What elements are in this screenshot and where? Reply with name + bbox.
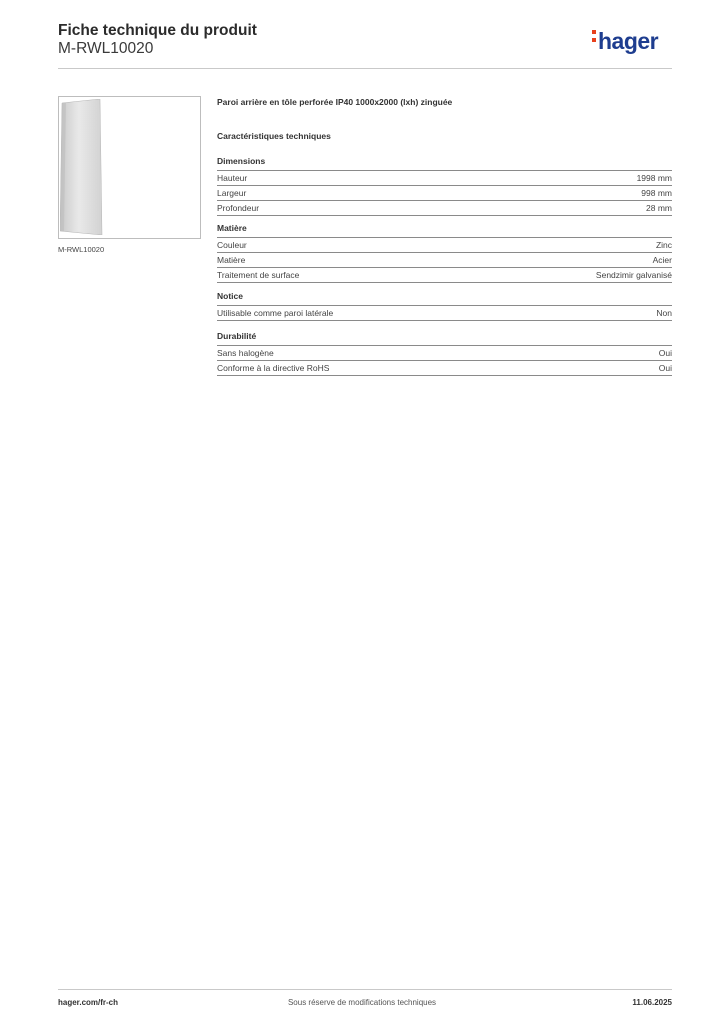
- spec-label: Utilisable comme paroi latérale: [217, 308, 334, 318]
- footer-divider: [58, 989, 672, 990]
- spec-label: Conforme à la directive RoHS: [217, 363, 330, 373]
- spec-row: [217, 267, 672, 283]
- spec-row: [217, 345, 672, 360]
- spec-value: Acier: [652, 255, 672, 265]
- spec-value: Oui: [658, 363, 672, 373]
- image-caption: M-RWL10020: [58, 245, 105, 254]
- spec-row: [217, 252, 672, 267]
- spec-value: 28 mm: [646, 203, 672, 213]
- spec-label: Sans halogène: [217, 348, 274, 358]
- section-dimensions: [217, 156, 672, 216]
- spec-label: Traitement de surface: [217, 270, 300, 280]
- logo-text: hager: [598, 28, 659, 54]
- footer-website-link[interactable]: hager.com/fr-ch: [58, 998, 119, 1007]
- spec-row: [217, 305, 672, 321]
- section-title: Matière: [217, 223, 247, 233]
- spec-row: [217, 200, 672, 216]
- perforated-panel-image: [60, 99, 104, 235]
- hager-logo: [592, 28, 658, 55]
- document-title: Fiche technique du produit: [58, 22, 257, 39]
- spec-value: Sendzimir galvanisé: [595, 270, 672, 280]
- section-title: Durabilité: [217, 331, 257, 341]
- product-description: Paroi arrière en tôle perforée IP40 1000x2000 (lxh) zinguée: [217, 97, 453, 107]
- spec-value: Oui: [658, 348, 672, 358]
- section-title: Dimensions: [217, 156, 266, 166]
- section-matiere: [217, 223, 672, 283]
- section-title: Notice: [217, 291, 243, 301]
- spec-label: Largeur: [217, 188, 247, 198]
- header-divider: [58, 68, 672, 69]
- footer-notice: Sous réserve de modifications techniques: [287, 998, 437, 1007]
- tech-characteristics-heading: Caractéristiques techniques: [217, 131, 331, 141]
- spec-value: 998 mm: [641, 188, 672, 198]
- spec-label: Matière: [217, 255, 246, 265]
- spec-value: Non: [656, 308, 672, 318]
- product-reference: M-RWL10020: [58, 40, 154, 57]
- spec-value: 1998 mm: [636, 173, 672, 183]
- section-notice: [217, 291, 672, 321]
- spec-row: [217, 237, 672, 252]
- spec-row: [217, 360, 672, 376]
- spec-row: [217, 185, 672, 200]
- footer-date: 11.06.2025: [632, 998, 672, 1007]
- section-durabilite: [217, 331, 672, 376]
- logo-dots-icon: [592, 30, 596, 46]
- spec-label: Hauteur: [217, 173, 248, 183]
- spec-value: Zinc: [655, 240, 672, 250]
- spec-label: Couleur: [217, 240, 247, 250]
- spec-row: [217, 170, 672, 185]
- spec-label: Profondeur: [217, 203, 260, 213]
